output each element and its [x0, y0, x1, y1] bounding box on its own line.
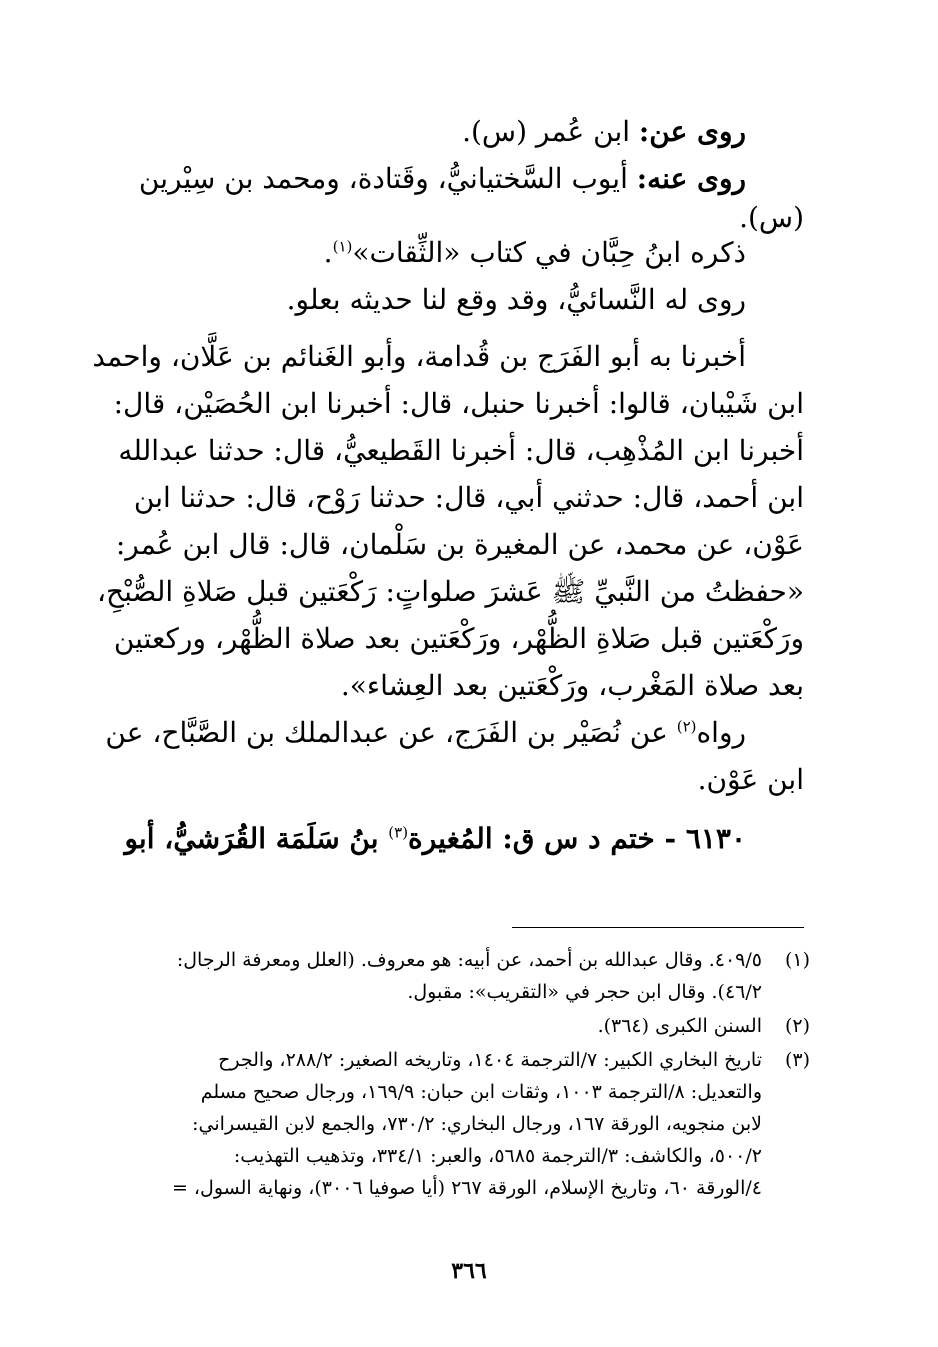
- hadith-line-5: عَوْن، عن محمد، عن المغيرة بن سَلْمان، قال: قال ابن عُمر:: [115, 528, 804, 561]
- nasai-line: روى له النَّسائيُّ، وقد وقع لنا حديثه بعلو.: [286, 283, 746, 316]
- hadith-line-3: أخبرنا ابن المُذْهِب، قال: أخبرنا القَطيعيُّ، قال: حدثنا عبدالله: [118, 434, 804, 467]
- rawa-an-label: روى عن:: [638, 115, 746, 148]
- riwaya-b: عن نُصَيْر بن الفَرَج، عن عبدالملك بن الصَّبَّاح، عن: [105, 716, 677, 749]
- footnote-2: [100, 1010, 810, 1042]
- footnote-ref-1: (١): [332, 237, 353, 256]
- footnote-1: [100, 944, 810, 1008]
- footnote-number: (١): [784, 949, 810, 971]
- footnote-3: [100, 1044, 810, 1204]
- entry-number: ٦١٣٠ - ختم د س ق:: [502, 822, 746, 855]
- riwaya-a: رواه: [696, 716, 746, 749]
- footnote-body: [100, 1044, 762, 1204]
- footnote-line: تاريخ البخاري الكبير: ٧/الترجمة ١٤٠٤، وتاريخه الصغير: ٢٨٨/٢، والجرح: [218, 1049, 762, 1071]
- main-text: [92, 108, 804, 862]
- footnote-line: ٥٠٠/٢، والكاشف: ٣/الترجمة ٥٦٨٥، والعبر: ٣٣٤/١، وتذهيب التهذيب:: [233, 1145, 762, 1167]
- rawa-an-line: [100, 108, 804, 155]
- hadith-line-7: ورَكْعَتين قبل صَلاةِ الظُّهْر، ورَكْعَتين بعد صلاة الظُّهْر، وركعتين: [113, 622, 804, 655]
- footnote-number: (٢): [784, 1015, 810, 1037]
- footnote-line: السنن الكبرى (٣٦٤).: [597, 1015, 762, 1037]
- rawa-anhu-line: [100, 155, 804, 202]
- hadith-line-2: ابن شَيْبان، قالوا: أخبرنا حنبل، قال: أخبرنا ابن الحُصَيْن، قال:: [113, 387, 804, 420]
- footnote-line: لابن منجويه، الورقة ١٦٧، ورجال البخاري: ٧٣٠/٢، والجمع لابن القيسراني:: [192, 1113, 762, 1135]
- footnote-line: ٤٠٩/٥. وقال عبدالله بن أحمد، عن أبيه: هو معروف. (العلل ومعرفة الرجال:: [176, 949, 762, 971]
- footnotes: [100, 942, 810, 1204]
- thiqat-line: [100, 229, 804, 276]
- next-entry-line: [100, 815, 804, 862]
- entry-name: المُغيرة: [408, 822, 503, 855]
- riwaya-line-2: ابن عَوْن.: [697, 763, 804, 796]
- page-number: ٣٦٦: [451, 1258, 487, 1284]
- footnote-ref-3: (٣): [388, 823, 409, 842]
- thiqat-end: .: [323, 236, 333, 269]
- rawa-an-text: ابن عُمر (س).: [462, 115, 639, 148]
- footnote-line: ٤٦/٢). وقال ابن حجر في «التقريب»: مقبول.: [407, 981, 762, 1003]
- hadith-line-8: بعد صلاة المَغْرب، ورَكْعَتين بعد العِشاء».: [340, 669, 804, 702]
- hadith-line-4: ابن أحمد، قال: حدثني أبي، قال: حدثنا رَوْح، قال: حدثنا ابن: [133, 481, 804, 514]
- footnote-number: (٣): [784, 1049, 810, 1071]
- hadith-line-6: «حفظتُ من النَّبيِّ ﷺ عَشرَ صلواتٍ: رَكْعَتين قبل صَلاةِ الصُّبْحِ،: [97, 575, 804, 608]
- rawa-anhu-text: أيوب السَّختيانيُّ، وقَتادة، ومحمد بن سِيْرين: [138, 162, 637, 195]
- thiqat-text: ذكره ابنُ حِبَّان في كتاب «الثِّقات»: [352, 236, 746, 269]
- footnote-ref-2: (٢): [676, 717, 697, 736]
- footnote-separator: [512, 927, 804, 928]
- rawa-anhu-label: روى عنه:: [636, 162, 746, 195]
- footnote-line: والتعديل: ٨/الترجمة ١٠٠٣، وثقات ابن حبان: ١٦٩/٩، ورجال صحيح مسلم: [200, 1081, 762, 1103]
- riwaya-line-1: [100, 709, 804, 756]
- hadith-line-1: أخبرنا به أبو الفَرَج بن قُدامة، وأبو الغَنائم بن عَلَّان، واحمد: [92, 340, 746, 373]
- footnote-body: [100, 1010, 762, 1042]
- footnote-body: [100, 944, 762, 1008]
- entry-rest: بنُ سَلَمَة القُرَشيُّ، أبو: [124, 822, 389, 855]
- footnote-line: ٤/الورقة ٦٠، وتاريخ الإسلام، الورقة ٢٦٧ (أيا صوفيا ٣٠٠٦)، ونهاية السول، =: [171, 1177, 762, 1199]
- rawa-anhu-continuation: (س).: [739, 201, 804, 234]
